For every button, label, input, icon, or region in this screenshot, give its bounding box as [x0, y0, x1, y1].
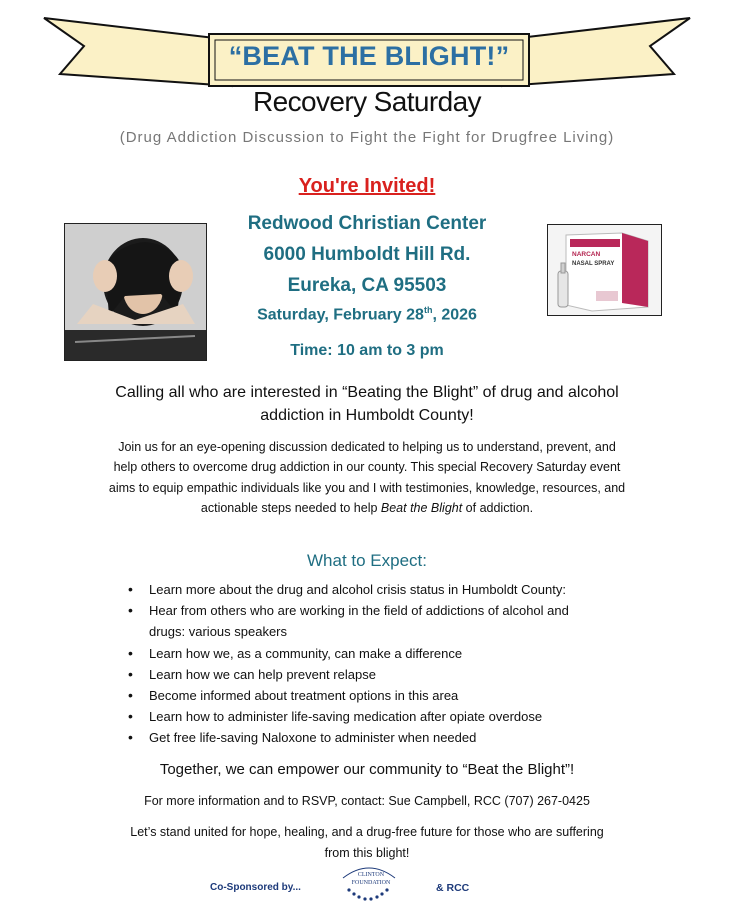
- invite-heading: You're Invited!: [298, 175, 436, 197]
- rcc-cosponsor: & RCC: [436, 882, 470, 894]
- event-subtitle: Recovery Saturday: [253, 86, 481, 117]
- ribbon-right-tail: [502, 18, 690, 86]
- clinton-foundation-logo: [337, 862, 401, 902]
- event-title: “BEAT THE BLIGHT!”: [228, 41, 510, 71]
- calling-paragraph: Calling all who are interested in “Beating the Blight” of drug and alcohol addiction in Humboldt County!: [115, 384, 619, 424]
- expect-heading: What to Expect:: [307, 551, 427, 570]
- list-item: • Learn how to administer life-saving medication after opiate overdose: [128, 706, 608, 727]
- date-year: , 2026: [432, 306, 477, 324]
- event-tagline: (Drug Addiction Discussion to Fight the Fight for Drugfree Living): [119, 129, 615, 146]
- closing-statement: Let’s stand united for hope, healing, and a drug-free future for those who are suffering from this blight!: [130, 825, 604, 860]
- list-item: • Hear from others who are working in the field of addictions of alcohol and drugs: various speakers: [128, 600, 608, 642]
- together-statement: Together, we can empower our community to “Beat the Blight”!: [159, 761, 575, 778]
- expect-list: [128, 579, 608, 749]
- join-paragraph: [108, 437, 626, 518]
- list-item: • Learn how we, as a community, can make a difference: [128, 643, 608, 664]
- list-item: • Learn how we can help prevent relapse: [128, 664, 608, 685]
- event-time: Time: 10 am to 3 pm: [290, 342, 444, 359]
- naloxone-spray-photo: [547, 224, 662, 316]
- address-line2: Eureka, CA 95503: [287, 275, 447, 296]
- address-line1: 6000 Humboldt Hill Rd.: [263, 244, 471, 265]
- list-item: • Learn more about the drug and alcohol crisis status in Humboldt County:: [128, 579, 608, 600]
- naloxone-product: NASAL SPRAY: [572, 261, 615, 267]
- join-text: Join us for an eye-opening discussion dedicated to helping us to understand, prevent, and help others to overcome drug addiction in our county. This special Recovery Saturday event aims to equip empathic individuals like you and I with testimonies, knowledge, resources, and actionable steps needed to help: [108, 440, 626, 515]
- rsvp-contact: For more information and to RSVP, contact: Sue Campbell, RCC (707) 267-0425: [144, 794, 590, 808]
- list-item: • Get free life-saving Naloxone to administer when needed: [128, 727, 608, 748]
- date-prefix: Saturday, February 28: [257, 306, 424, 324]
- list-item: • Become informed about treatment options in this area: [128, 685, 608, 706]
- logo-line2: FOUNDATION: [351, 880, 391, 886]
- logo-line1: CLINTON: [357, 872, 385, 878]
- venue-name: Redwood Christian Center: [247, 213, 487, 234]
- cosponsored-label: Co-Sponsored by...: [210, 882, 301, 893]
- naloxone-brand: NARCAN: [572, 251, 601, 258]
- date-suffix: th: [423, 305, 433, 315]
- join-text-end: of addiction.: [462, 500, 534, 515]
- ribbon-left-tail: [44, 18, 232, 86]
- join-emphasis: Beat the Blight: [380, 500, 463, 515]
